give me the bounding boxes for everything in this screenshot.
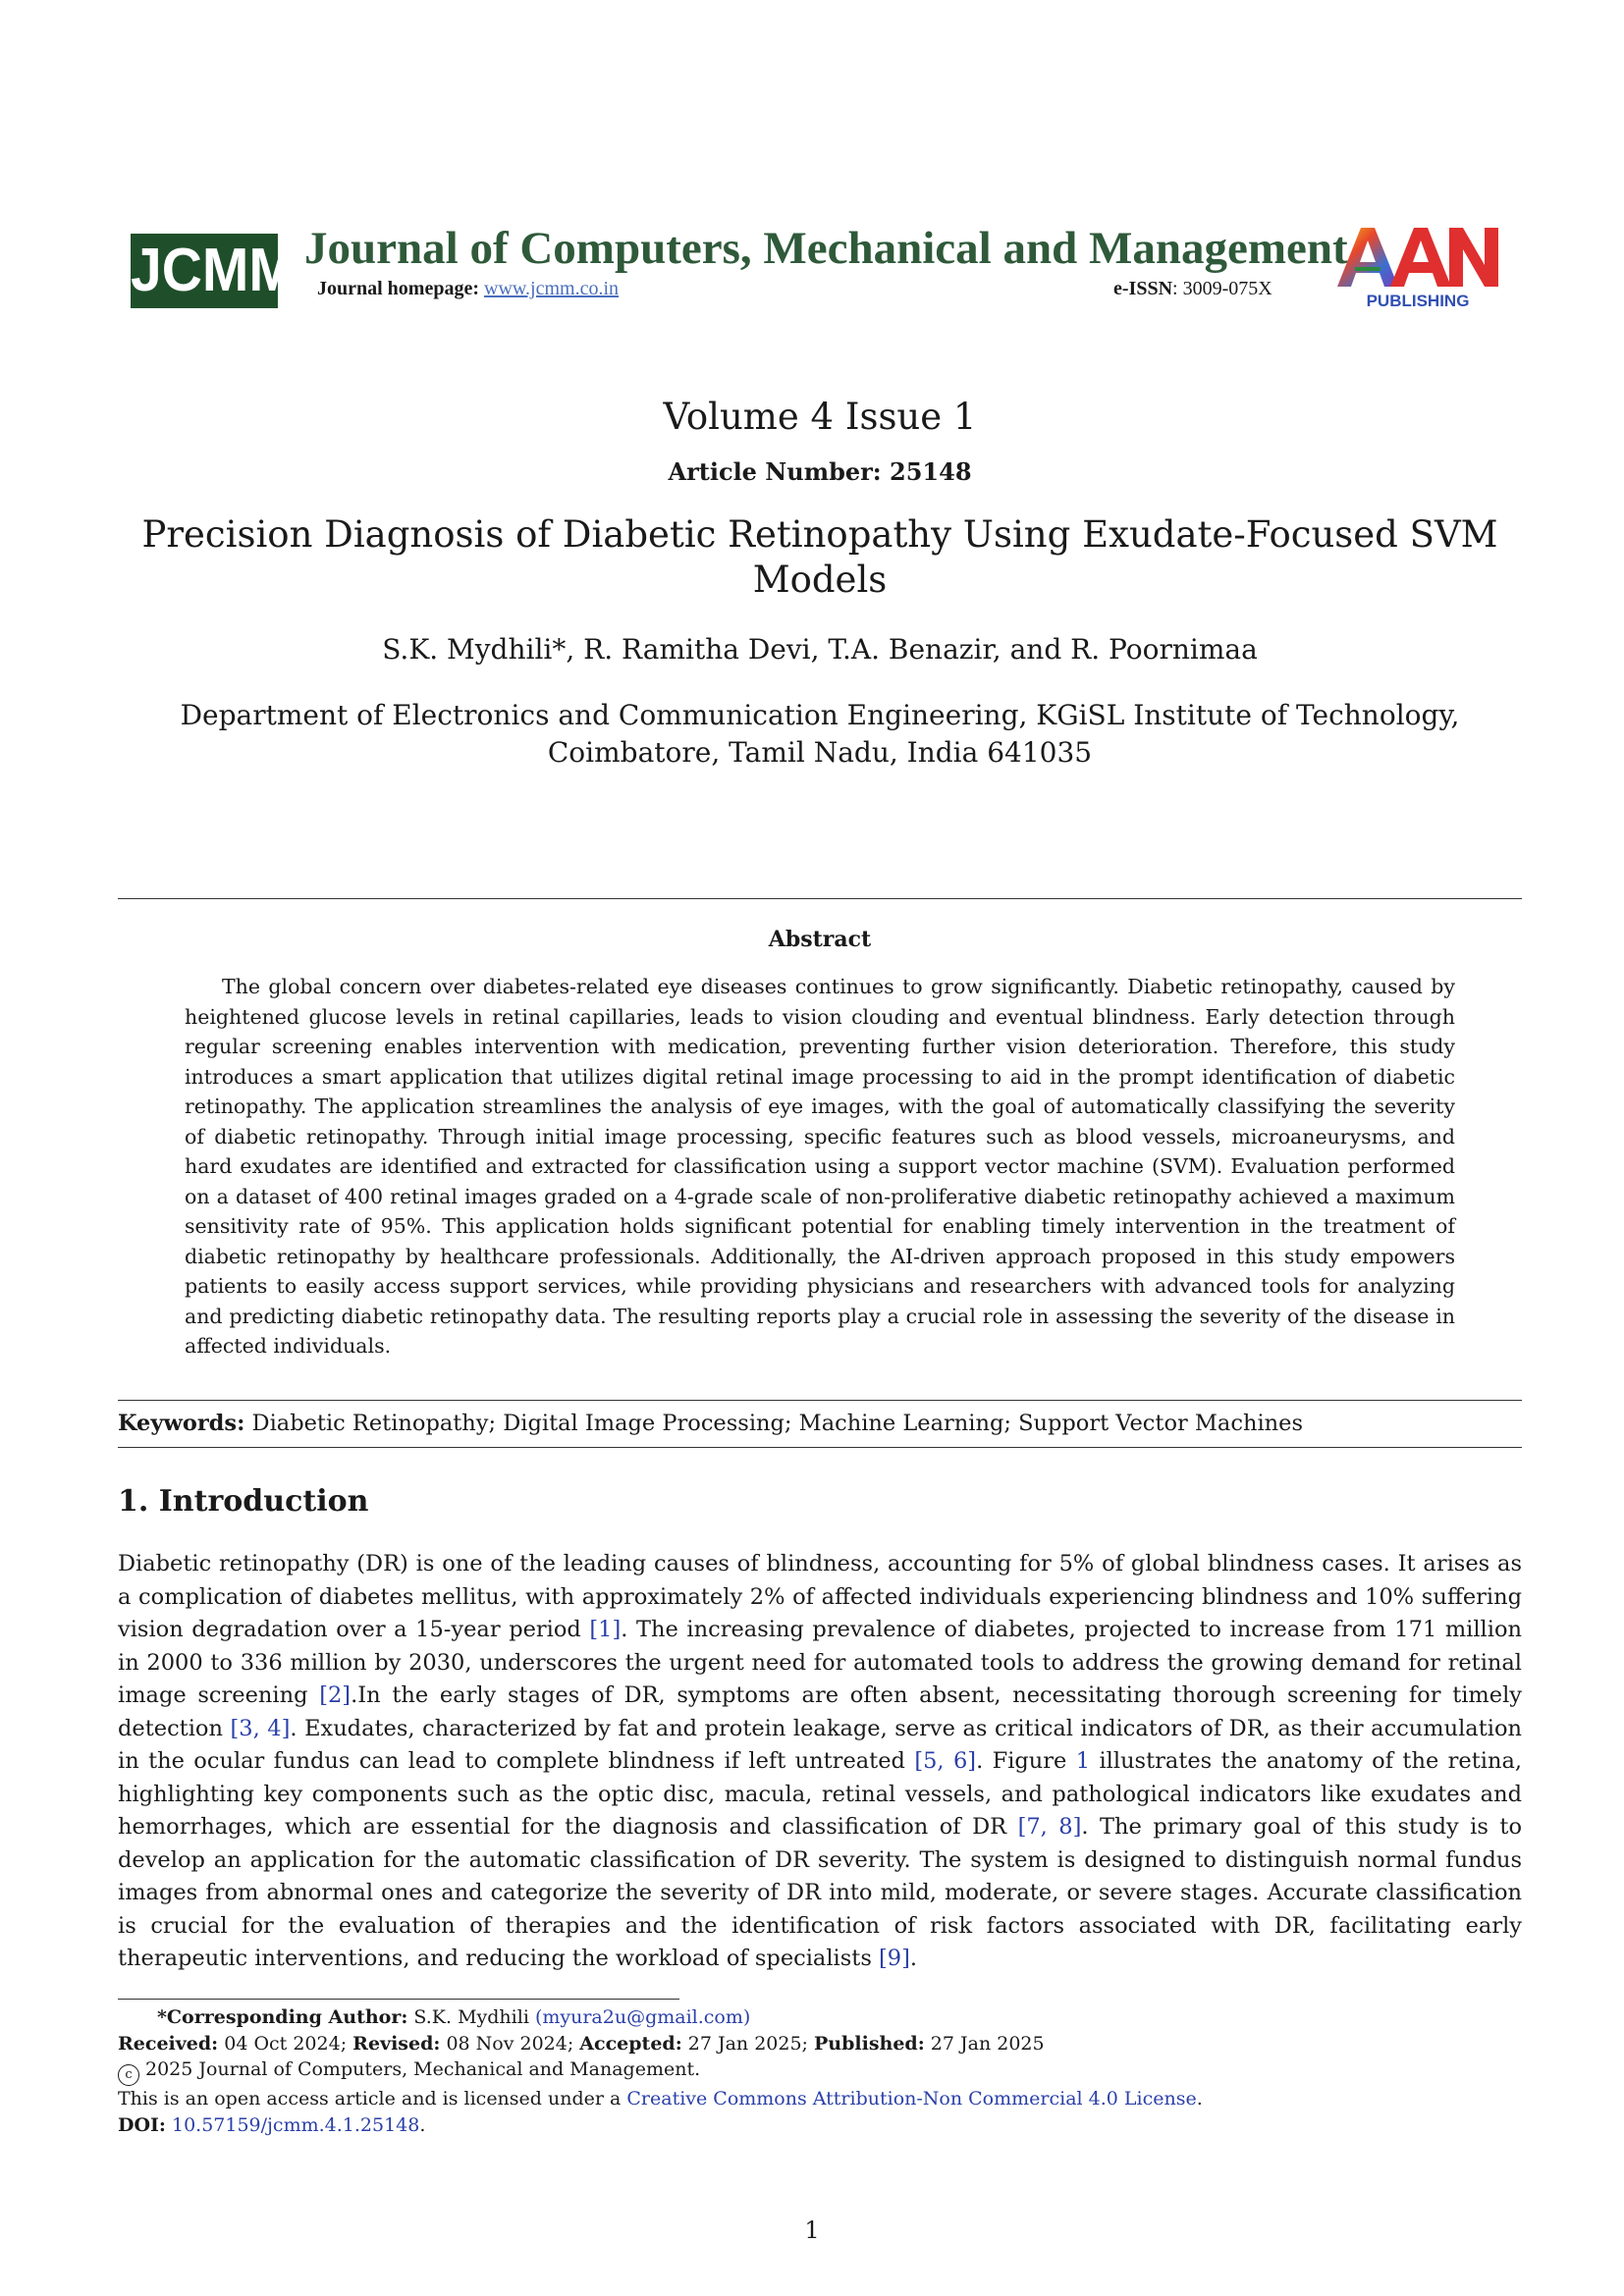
intro-text: . <box>909 1946 918 1971</box>
affiliation <box>118 697 1522 772</box>
intro-text: . Figure <box>976 1748 1076 1774</box>
received-date: 04 Oct 2024; <box>224 2032 348 2055</box>
keywords-label: Keywords: <box>118 1411 245 1436</box>
keywords-text: Diabetic Retinopathy; Digital Image Processing; Machine Learning; Support Vector Machines <box>251 1411 1303 1436</box>
accepted-date: 27 Jan 2025; <box>687 2032 808 2055</box>
keywords <box>118 1411 1522 1436</box>
keywords-bottom-rule <box>118 1447 1522 1448</box>
footnote-rule <box>118 1999 679 2000</box>
citation-link[interactable]: [7, 8] <box>1017 1814 1082 1840</box>
citation-link[interactable]: [9] <box>879 1946 910 1971</box>
copyright <box>118 2056 1522 2086</box>
aan-publishing-logo <box>1333 224 1502 312</box>
intro-text: . Exudates, characterized by fat and protein leakage, serve as critical indicators of DR, as their accumulation in the ocular fundus can lead to complete blindness if left untreated <box>118 1715 1522 1774</box>
citation-link[interactable]: [5, 6] <box>914 1748 977 1774</box>
intro-text: Diabetic retinopathy (DR) is one of the leading causes of blindness, accounting for 5% of global blindness cases. It arises as a complication of diabetes mellitus, with approximately 2% of affected individuals experiencing blindness and 10% suffering vision degradation over a 15-year period <box>118 1551 1522 1642</box>
published-date: 27 Jan 2025 <box>930 2032 1045 2055</box>
received-label: Received: <box>118 2032 219 2055</box>
journal-title: Journal of Computers, Mechanical and Management <box>304 223 1348 274</box>
paper-title-line: Precision Diagnosis of Diabetic Retinopathy Using Exudate-Focused SVM <box>141 513 1498 556</box>
homepage-label: Journal homepage <box>317 278 473 299</box>
copyright-text: 2025 Journal of Computers, Mechanical and Management. <box>145 2058 701 2080</box>
doi-end: . <box>419 2113 426 2136</box>
revised-date: 08 Nov 2024; <box>446 2032 574 2055</box>
intro-text: illustrates the anatomy of the retina, highlighting key components such as the optic disc, macula, retinal vessels, and pathological indicators like exudates and hemorrhages, which are essential for the diagnosis and classification of DR <box>118 1748 1523 1840</box>
introduction-paragraph <box>118 1548 1522 1976</box>
abstract-heading: Abstract <box>768 927 872 952</box>
published-label: Published: <box>814 2032 925 2055</box>
abstract-text: The global concern over diabetes-related eye diseases continues to grow significantly. Diabetic retinopathy, caused by heightened glucose levels in retinal capillaries, leads to vision clouding and eventual blindness. Early detection through regular screening enables intervention with medication, preventing further vision deterioration. Therefore, this study introduces a smart application that utilizes digital retinal image processing to aid in the prompt identification of diabetic retinopathy. The application streamlines the analysis of eye images, with the goal of automatically classifying the severity of diabetic retinopathy. Through initial image processing, specific features such as blood vessels, microaneurysms, and hard exudates are identified and extracted for classification using a support vector machine (SVM). Evaluation performed on a dataset of 400 retinal images graded on a 4-grade scale of non-proliferative diabetic retinopathy achieved a maximum sensitivity rate of 95%. This application holds significant potential for enabling timely intervention in the treatment of diabetic retinopathy by healthcare professionals. Additionally, the AI-driven approach proposed in this study empowers patients to easily access support services, while providing physicians and researchers with advanced tools for analyzing and predicting diabetic retinopathy data. The resulting reports play a crucial role in assessing the severity of the disease in affected individuals. <box>185 975 1455 1358</box>
section-heading-introduction: 1. Introduction <box>118 1484 369 1519</box>
doi-link[interactable]: 10.57159/jcmm.4.1.25148 <box>171 2113 420 2136</box>
intro-text: . The increasing prevalence of diabetes, projected to increase from 171 million in 2000 to 336 million by 2030, underscores the urgent need for automated tools to address the growing demand for retinal image screening <box>118 1617 1522 1708</box>
license-link[interactable]: Creative Commons Attribution-Non Commercial 4.0 License <box>626 2088 1197 2109</box>
eissn: e-ISSN: 3009-075X <box>1113 278 1272 299</box>
corresponding-email-link[interactable]: (myura2u@gmail.com) <box>534 2006 751 2028</box>
copyright-icon: c <box>118 2064 139 2086</box>
doi-label: DOI: <box>118 2113 166 2136</box>
affiliation-line: Department of Electronics and Communication Engineering, KGiSL Institute of Technology, <box>180 699 1460 731</box>
citation-link[interactable]: [2] <box>319 1682 352 1708</box>
paper-title <box>118 512 1522 603</box>
paper-title-line: Models <box>752 559 888 601</box>
footnotes <box>118 2004 1522 2138</box>
license <box>118 2086 1522 2112</box>
revised-label: Revised: <box>352 2032 441 2055</box>
figure-link[interactable]: 1 <box>1075 1748 1091 1774</box>
authors: S.K. Mydhili*, R. Ramitha Devi, T.A. Benazir, and R. Poornimaa <box>382 633 1258 666</box>
license-end: . <box>1196 2088 1203 2109</box>
page-number: 1 <box>804 2216 820 2244</box>
doi <box>118 2112 1522 2139</box>
corresponding-name: S.K. Mydhili <box>413 2006 529 2028</box>
accepted-label: Accepted: <box>579 2032 682 2055</box>
corresponding-author <box>118 2004 1522 2031</box>
keywords-top-rule <box>118 1400 1522 1401</box>
affiliation-line: Coimbatore, Tamil Nadu, India 641035 <box>547 736 1093 769</box>
eissn-label: e-ISSN <box>1113 278 1173 299</box>
homepage-link[interactable]: www.jcmm.co.in <box>484 278 620 299</box>
article-number-value: 25148 <box>890 457 972 486</box>
abstract-top-rule <box>118 898 1522 899</box>
intro-text: . The primary goal of this study is to develop an application for the automatic classification of DR severity. The system is designed to distinguish normal fundus images from abnormal ones and categorize the severity of DR into mild, moderate, or severe stages. Accurate classification is crucial for the evaluation of therapies and the identification of risk factors associated with DR, facilitating early therapeutic interventions, and reducing the workload of specialists <box>118 1814 1522 1971</box>
citation-link[interactable]: [3, 4] <box>230 1715 291 1741</box>
license-text: This is an open access article and is licensed under a <box>118 2088 627 2109</box>
article-number <box>118 457 1522 486</box>
publisher-logo-subtext: PUBLISHING <box>1366 292 1470 310</box>
journal-homepage: Journal homepage: www.jcmm.co.in <box>317 278 620 299</box>
corresponding-label: *Corresponding Author: <box>157 2006 408 2028</box>
citation-link[interactable]: [1] <box>589 1617 622 1642</box>
article-dates <box>118 2031 1522 2057</box>
volume-issue: Volume 4 Issue 1 <box>663 396 977 438</box>
jcmm-logo: JCMM <box>131 234 278 308</box>
intro-text: .In the early stages of DR, symptoms are often absent, necessitating thorough screening for timely detection <box>118 1682 1522 1741</box>
eissn-value: 3009-075X <box>1182 278 1272 299</box>
article-number-label: Article Number: <box>668 457 882 486</box>
